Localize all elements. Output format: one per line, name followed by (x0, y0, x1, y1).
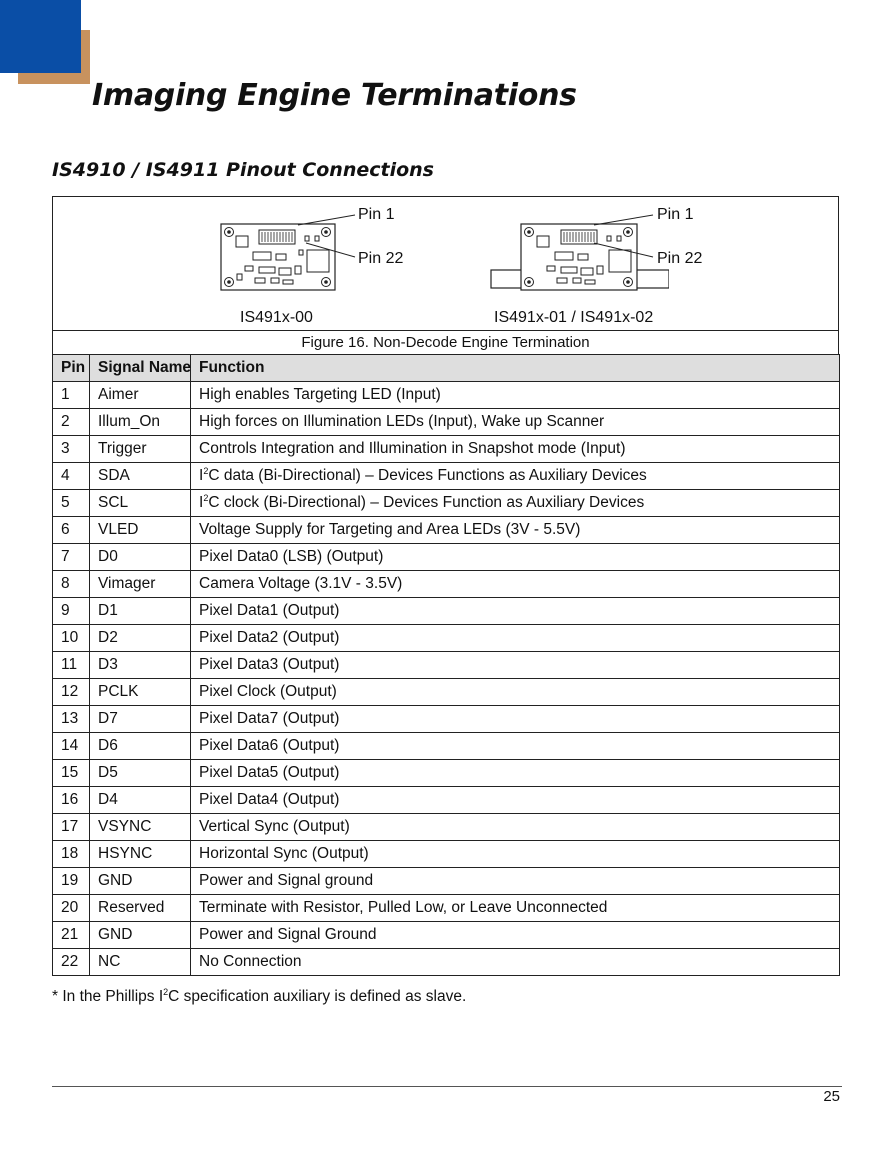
pin-cell: 7 (53, 544, 90, 571)
pin-cell: 15 (53, 760, 90, 787)
right-pin1-label: Pin 1 (657, 206, 694, 223)
right-pin22-label: Pin 22 (657, 250, 703, 267)
table-row (53, 868, 840, 895)
function-cell: Pixel Data3 (Output) (191, 652, 840, 679)
pin-cell: 5 (53, 490, 90, 517)
pinout-table (52, 354, 840, 976)
table-row (53, 706, 840, 733)
function-superscript: 2 (203, 492, 209, 503)
footnote (52, 988, 466, 1006)
right-model-label: IS491x-01 / IS491x-02 (494, 309, 654, 326)
pin-cell: 13 (53, 706, 90, 733)
function-cell: Camera Voltage (3.1V - 3.5V) (191, 571, 840, 598)
function-cell: Pixel Data1 (Output) (191, 598, 840, 625)
pin-cell: 21 (53, 922, 90, 949)
table-row (53, 679, 840, 706)
function-text: C data (Bi-Directional) – Devices Functions as Auxiliary Devices (208, 467, 647, 484)
function-cell: Power and Signal Ground (191, 922, 840, 949)
footer-divider (52, 1086, 842, 1087)
header-pin: Pin (53, 355, 90, 382)
function-text: C clock (Bi-Directional) – Devices Function as Auxiliary Devices (208, 494, 645, 511)
pin-cell: 9 (53, 598, 90, 625)
figure-box (52, 196, 839, 330)
pin-cell: 20 (53, 895, 90, 922)
function-cell: Horizontal Sync (Output) (191, 841, 840, 868)
pin-cell: 16 (53, 787, 90, 814)
table-row (53, 517, 840, 544)
pin-leader-lines (53, 197, 840, 331)
signal-name-cell: HSYNC (90, 841, 191, 868)
table-row (53, 652, 840, 679)
signal-name-cell: SCL (90, 490, 191, 517)
signal-name-cell: NC (90, 949, 191, 976)
left-pin22-label: Pin 22 (358, 250, 404, 267)
pin-cell: 4 (53, 463, 90, 490)
function-cell: Voltage Supply for Targeting and Area LEDs (3V - 5.5V) (191, 517, 840, 544)
corner-accent-blue (0, 0, 81, 73)
table-row (53, 463, 840, 490)
function-cell: Pixel Data0 (LSB) (Output) (191, 544, 840, 571)
figure-caption: Figure 16. Non-Decode Engine Termination (52, 330, 839, 354)
pin-cell: 3 (53, 436, 90, 463)
signal-name-cell: GND (90, 922, 191, 949)
signal-name-cell: Illum_On (90, 409, 191, 436)
table-row (53, 949, 840, 976)
table-row (53, 490, 840, 517)
table-row (53, 544, 840, 571)
function-superscript: 2 (203, 465, 209, 476)
pin-cell: 18 (53, 841, 90, 868)
table-row (53, 814, 840, 841)
signal-name-cell: GND (90, 868, 191, 895)
signal-name-cell: D7 (90, 706, 191, 733)
signal-name-cell: PCLK (90, 679, 191, 706)
pin-cell: 22 (53, 949, 90, 976)
pin-cell: 14 (53, 733, 90, 760)
pin-cell: 19 (53, 868, 90, 895)
function-cell: No Connection (191, 949, 840, 976)
table-row (53, 760, 840, 787)
table-row (53, 733, 840, 760)
table-row (53, 436, 840, 463)
signal-name-cell: VLED (90, 517, 191, 544)
footnote-prefix: * In the Phillips I (52, 988, 164, 1005)
page-title: Imaging Engine Terminations (92, 78, 577, 113)
signal-name-cell: Reserved (90, 895, 191, 922)
signal-name-cell: Vimager (90, 571, 191, 598)
function-cell: Pixel Data6 (Output) (191, 733, 840, 760)
signal-name-cell: D5 (90, 760, 191, 787)
pin-cell: 6 (53, 517, 90, 544)
table-row (53, 598, 840, 625)
table-row (53, 895, 840, 922)
pin-cell: 17 (53, 814, 90, 841)
signal-name-cell: D6 (90, 733, 191, 760)
page-number: 25 (823, 1088, 840, 1105)
header-signal-name: Signal Name (90, 355, 191, 382)
signal-name-cell: Trigger (90, 436, 191, 463)
function-cell (191, 490, 840, 517)
function-cell: Pixel Data2 (Output) (191, 625, 840, 652)
signal-name-cell: D0 (90, 544, 191, 571)
left-model-label: IS491x-00 (240, 309, 313, 326)
table-row (53, 922, 840, 949)
table-row (53, 841, 840, 868)
pin-cell: 12 (53, 679, 90, 706)
left-pin1-label: Pin 1 (358, 206, 395, 223)
pin-cell: 11 (53, 652, 90, 679)
function-cell: Pixel Data7 (Output) (191, 706, 840, 733)
table-row (53, 409, 840, 436)
function-cell (191, 463, 840, 490)
function-cell: Pixel Data4 (Output) (191, 787, 840, 814)
signal-name-cell: SDA (90, 463, 191, 490)
function-cell: Controls Integration and Illumination in Snapshot mode (Input) (191, 436, 840, 463)
table-header-row (53, 355, 840, 382)
function-cell: Vertical Sync (Output) (191, 814, 840, 841)
function-cell: High forces on Illumination LEDs (Input), Wake up Scanner (191, 409, 840, 436)
table-row (53, 571, 840, 598)
signal-name-cell: VSYNC (90, 814, 191, 841)
table-row (53, 382, 840, 409)
function-cell: Power and Signal ground (191, 868, 840, 895)
function-cell: Pixel Data5 (Output) (191, 760, 840, 787)
signal-name-cell: Aimer (90, 382, 191, 409)
signal-name-cell: D2 (90, 625, 191, 652)
signal-name-cell: D4 (90, 787, 191, 814)
function-cell: Terminate with Resistor, Pulled Low, or Leave Unconnected (191, 895, 840, 922)
signal-name-cell: D3 (90, 652, 191, 679)
pin-cell: 2 (53, 409, 90, 436)
header-function: Function (191, 355, 840, 382)
footnote-superscript: 2 (163, 986, 169, 997)
function-cell: High enables Targeting LED (Input) (191, 382, 840, 409)
pin-cell: 1 (53, 382, 90, 409)
section-title: IS4910 / IS4911 Pinout Connections (52, 159, 434, 181)
pin-cell: 10 (53, 625, 90, 652)
footnote-suffix: C specification auxiliary is defined as slave. (168, 988, 467, 1005)
function-prefix: I (199, 467, 204, 484)
table-row (53, 787, 840, 814)
table-row (53, 625, 840, 652)
function-cell: Pixel Clock (Output) (191, 679, 840, 706)
function-prefix: I (199, 494, 204, 511)
signal-name-cell: D1 (90, 598, 191, 625)
pin-cell: 8 (53, 571, 90, 598)
